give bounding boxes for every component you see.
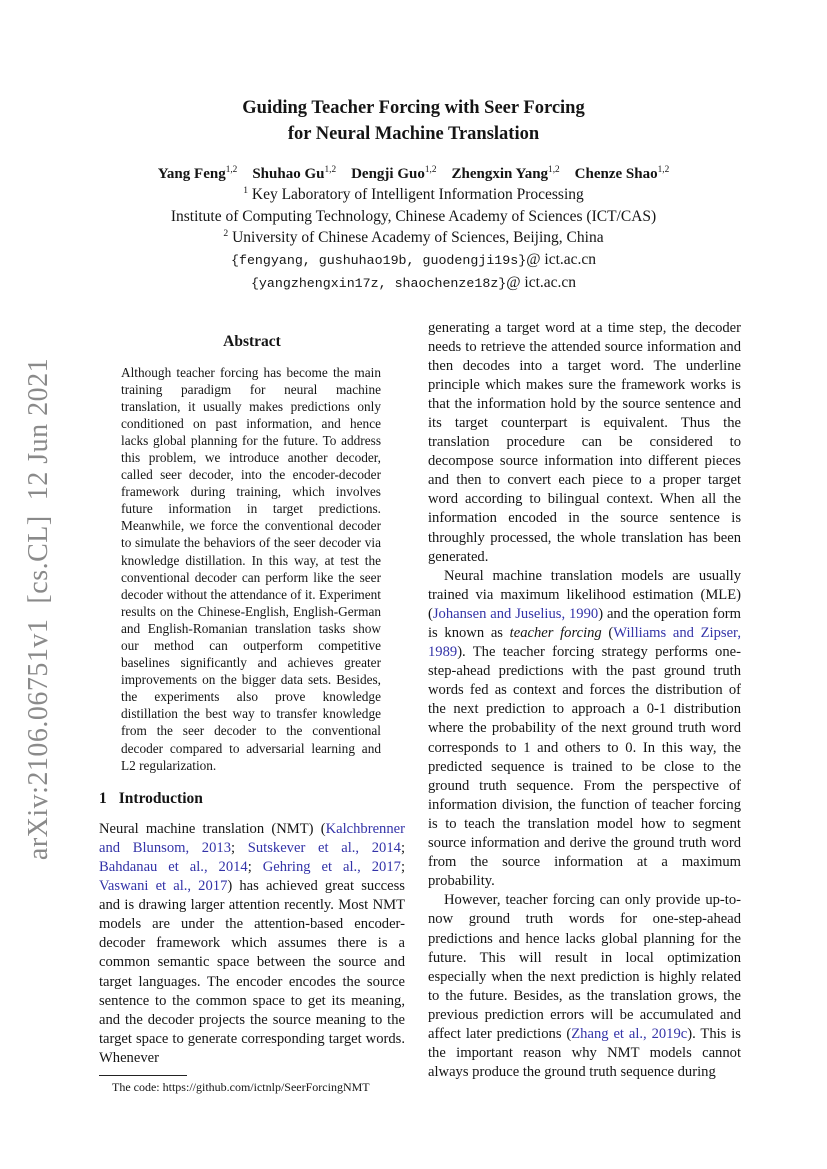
- citation-link[interactable]: Williams and Zipser, 1989: [428, 625, 741, 661]
- abstract-heading: Abstract: [223, 332, 281, 350]
- affiliation-line-2: Institute of Computing Technology, Chinese Academy of Sciences (ICT/CAS): [170, 207, 657, 225]
- citation-link[interactable]: Kalchbrenner and Blunsom, 2013: [99, 820, 405, 856]
- email-line-2: {yangzhengxin17z, shaochenze18z}@ ict.ac.cn: [250, 273, 577, 291]
- footnote-rule: [99, 1075, 187, 1076]
- section-title: Introduction: [118, 789, 203, 807]
- title-line-1: Guiding Teacher Forcing with Seer Forcing: [242, 98, 585, 118]
- authors-line: Yang Feng$^{1,2}$ Shuhao Gu$^{1,2}$ Dengji Guo$^{1,2}$ Zhengxin Yang$^{1,2}$ Chenze Shao$^{1,2}$: [157, 165, 670, 182]
- body-paragraph-1: generating a target word at a time step, the decoder needs to retrieve the attended source information and then decodes into a target word. The underline principle which makes sure the framework works is that the information hold by the source sentence and its target counterpart is equivalent. Thus the translation procedure can be considered to decompose source information into different pieces and then to convert each piece to a proper target word according to bilingual context. When all the information encoded in the source sentence is throughly processed, the whole translation has been generated.: [428, 319, 741, 565]
- citation-link[interactable]: Vaswani et al., 2017: [99, 878, 228, 895]
- right-column: [428, 319, 741, 1095]
- paper-header: [0, 0, 827, 295]
- abstract-body: Although teacher forcing has become the main training paradigm for neural machine translation, it usually makes predictions only conditioned on past information, and hence lacks global planning for the future. To address this problem, we introduce another decoder, called seer decoder, into the encoder-decoder framework during training, which involves future information in target predictions. Meanwhile, we force the conventional decoder to simulate the behaviors of the seer decoder via knowledge distillation. In this way, at test the conventional decoder can perform like the seer decoder without the attendance of it. Experiment results on the Chinese-English, English-German and English-Romanian translation tasks show our method can outperform competitive baselines significantly and achieves greater improvements on the bigger data sets. Besides, the experiments also prove knowledge distillation the best way to transfer knowledge from the seer decoder to the conventional decoder compared to adversarial learning and L2 regularization.: [121, 364, 381, 773]
- citation-link[interactable]: Sutskever et al., 2014: [247, 839, 401, 856]
- footnote: [99, 1075, 405, 1095]
- superscript-marker: 1,2: [548, 165, 560, 175]
- superscript-marker: 1,2: [225, 165, 238, 175]
- affiliation-line-1: $^1$ Key Laboratory of Intelligent Information Processing: [243, 184, 584, 203]
- citation-link[interactable]: Zhang et al., 2019c: [571, 1025, 688, 1042]
- superscript-marker: 1,2: [657, 165, 670, 175]
- paper-title: [0, 95, 827, 147]
- body-paragraph-3: However, teacher forcing can only provide up-to-now ground truth words for one-step-ahead predictions and hence lacks global planning for the future. This will result in local optimization especially when the next prediction is highly related to the future. Besides, as the translation grows, the previous prediction errors will be accumulated and affect later predictions (Zhang et al., 2019c). This is the important reason why NMT models cannot always produce the ground truth sequence during: [428, 892, 741, 1081]
- two-column-body: [99, 319, 741, 1095]
- affiliation-line-3: $^2$ University of Chinese Academy of Sciences, Beijing, China: [223, 227, 604, 246]
- footnote-text: The code: https://github.com/ictnlp/SeerForcingNMT: [112, 1079, 370, 1094]
- body-paragraph-2: Neural machine translation models are usually trained via maximum likelihood estimation (MLE) (Johansen and Juselius, 1990) and the operation form is known as teacher forcing (Williams and Zipser, 1989). The teacher forcing strategy performs one-step-ahead predictions with the past ground truth words fed as context and forces the distribution of the next prediction to approach a 0-1 distribution where the probability of the next ground truth word corresponds to 1 and others to 0. In this way, the predicted sequence is trained to be close to the ground truth sequence. From the perspective of information division, the function of teacher forcing is to teach the translation model how to segment source information and derive the ground truth word from the source information at a maximum probability.: [428, 567, 741, 890]
- superscript-marker: 1,2: [324, 165, 337, 175]
- left-column: [99, 319, 405, 1095]
- citation-link[interactable]: Gehring et al., 2017: [262, 858, 401, 875]
- intro-paragraph: Neural machine translation (NMT) (Kalchbrenner and Blunsom, 2013; Sutskever et al., 2014; Bahdanau et al., 2014; Gehring et al., 2017; Vaswani et al., 2017) has achieved great success and is drawing larger attention recently. Most NMT models are under the attention-based encoder-decoder framework which assumes there is a common semantic space between the source and target languages. The encoder encodes the source sentence to the common space to get its meaning, and the decoder projects the source meaning to the target space to generate corresponding target words. Whenever: [99, 820, 405, 1066]
- citation-link[interactable]: Bahdanau et al., 2014: [99, 858, 248, 875]
- superscript-marker: 1,2: [424, 165, 437, 175]
- email-line-1: {fengyang, gushuhao19b, guodengji19s}@ ict.ac.cn: [230, 250, 597, 268]
- superscript-marker: 2: [223, 227, 229, 239]
- section-heading-introduction: [99, 790, 405, 808]
- title-line-2: for Neural Machine Translation: [287, 124, 540, 144]
- arxiv-stamp: arXiv:2106.06751v1 [cs.CL] 12 Jun 2021: [23, 357, 54, 861]
- superscript-marker: 1: [243, 184, 249, 196]
- citation-link[interactable]: Johansen and Juselius, 1990: [432, 605, 599, 622]
- section-number: 1: [99, 789, 107, 807]
